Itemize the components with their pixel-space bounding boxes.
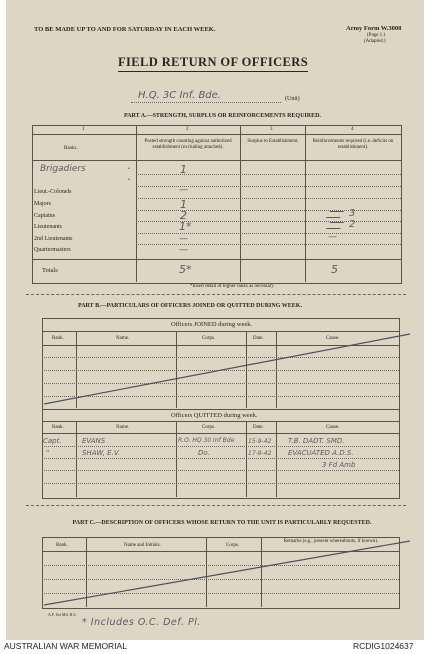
total-reinforcements: 5 — [331, 263, 338, 276]
col-number-2: 2 — [186, 127, 189, 132]
quitted-row1-rank: Capt. — [43, 437, 62, 445]
col-header-surplus: Surplus to Establishment. — [247, 139, 299, 144]
part-c-heading: PART C.—DESCRIPTION OF OFFICERS WHOSE RETURN TO THE UNIT IS PARTICULARLY REQUESTED. — [72, 520, 372, 526]
quitted-col-cause: Cause. — [326, 425, 340, 430]
part-c-col-remarks: Remarks (e.g., present whereabouts, if known). — [283, 539, 379, 544]
reinf-lieutenants: 2 — [349, 219, 356, 230]
print-code: A.F. Set Mil. B.S. — [48, 612, 77, 617]
quitted-row1-name: EVANS — [82, 437, 106, 445]
strength-brigadiers: 1 — [180, 163, 187, 176]
part-c-strike-line — [42, 535, 412, 610]
joined-col-cause: Cause. — [326, 336, 340, 341]
quitted-row2-rank: " — [46, 449, 50, 457]
rank-brigadiers: Brigadiers — [40, 164, 86, 174]
footer-archive-name: AUSTRALIAN WAR MEMORIAL — [4, 641, 127, 651]
joined-col-rank: Rank. — [52, 336, 64, 341]
quitted-row1-date: 15-9-42 — [248, 438, 272, 445]
unit-value: H.Q. 3C Inf. Bde. — [138, 90, 221, 101]
rank-lieutenants: Lieutenants — [34, 224, 62, 230]
joined-col-date: Date. — [253, 336, 264, 341]
rank-quartermasters: Quartermasters — [34, 247, 71, 253]
quitted-row2-corps: Do. — [198, 449, 210, 457]
quitted-col-date: Date. — [253, 425, 264, 430]
strength-2nd-lieutenants: — — [179, 234, 188, 244]
reinf-captains: 3 — [349, 208, 356, 219]
unit-dotted-line — [131, 102, 281, 103]
col-number-4: 4 — [351, 127, 354, 132]
quitted-row2-date: 17-9-42 — [248, 450, 272, 457]
quitted-row1-corps: R.O. HQ 30 Inf Bde — [178, 437, 235, 444]
joined-col-corps: Corps. — [202, 336, 216, 341]
joined-title: Officers JOINED during week. — [171, 321, 253, 328]
archive-footer — [0, 640, 430, 654]
quitted-row3-cause: 3 Fd Amb — [322, 461, 356, 469]
quitted-row2-cause: EVACUATED A.D.S. — [288, 449, 354, 457]
quitted-col-rank: Rank. — [52, 425, 64, 430]
part-a-heading: PART A.—STRENGTH, SURPLUS OR REINFORCEMENTS REQUIRED. — [124, 113, 321, 119]
part-a-footnote: *Insert detail of higher ranks as necessary — [190, 284, 274, 289]
footer-record-id: RCDIG1024637 — [353, 641, 414, 651]
strength-quartermasters: — — [179, 245, 188, 255]
quitted-row1-cause: T.B. DADT. SMD. — [288, 437, 345, 445]
strength-captains: 2 — [180, 209, 187, 222]
part-c-col-name: Name and Initials. — [124, 543, 161, 548]
form-sheet: TO BE MADE UP TO AND FOR SATURDAY IN EACH WEEK. Army Form W.3008 (Page 1.) (Adapted.) FIELD RETURN OF OFFICERS H.Q. 3C Inf. Bde. (Unit) PART A.—STRENGTH, SURPLUS OR REINFORCEMENTS REQUIRED. 1 2 3 4 Ranks. Posted strength counting against authorized establishment (excluding attached). Surplus to Establishment. Reinforcements required (i.e. deficits on establishment). Brigadiers • • Lieut.-Colonels Majors Captains Lieutenants 2nd Lieutenants Quartermasters 1 — 1 2 1* — — 3 2 — Totals 5* 5 *Insert detail of higher ranks as necessary PART B.—PARTICULARS OF OFFICERS JOINED OR QUITTED DURING WEEK. Officers JOINED during week. Rank. Name. Corps. Date. Cause. Officers QUITTED during week. Rank. Name. Corps. Date. Cause. Capt. EVANS R.O. HQ 30 Inf Bde 15-9-42 T.B. DADT. SMD. " SHAW, E.V. Do. 17-9-42 EVACUATED A.D.S. 3 Fd Amb PART C.—DESCRIPTION OF OFFICERS WHOSE RETURN TO THE UNIT IS PARTICULARLY REQUESTED. Rank. Name and Initials. Corps. Remarks (e.g., present whereabouts, if known). A.F. Set Mil. B.S. * Includes O.C. Def. Pl. — [6, 0, 424, 640]
col-number-3: 3 — [270, 127, 273, 132]
handwritten-note: * Includes O.C. Def. Pl. — [82, 617, 201, 628]
reinf-2nd-lieutenants: — — [328, 232, 337, 242]
form-number: Army Form W.3008 — [346, 25, 402, 32]
form-adapted: (Adapted.) — [364, 39, 386, 44]
totals-label: Totals — [42, 267, 58, 274]
strength-majors: 1 — [180, 198, 187, 211]
col-number-1: 1 — [82, 127, 85, 132]
rank-lieut-colonels: Lieut.-Colonels — [34, 189, 72, 195]
total-strength: 5* — [179, 263, 192, 276]
top-note: TO BE MADE UP TO AND FOR SATURDAY IN EACH WEEK. — [34, 26, 216, 33]
form-page: (Page 1.) — [367, 33, 386, 38]
page-title: FIELD RETURN OF OFFICERS — [118, 55, 308, 72]
unit-label: (Unit) — [285, 96, 300, 102]
strength-lieutenants: 1* — [179, 220, 192, 233]
col-header-ranks: Ranks. — [64, 146, 78, 151]
col-header-reinforcements: Reinforcements required (i.e. deficits on establishment). — [312, 139, 394, 150]
rank-2nd-lieutenants: 2nd Lieutenants — [34, 236, 73, 242]
rank-majors: Majors — [34, 201, 51, 207]
joined-col-name: Name. — [116, 336, 130, 341]
part-c-col-rank: Rank. — [56, 543, 68, 548]
quitted-col-name: Name. — [116, 425, 130, 430]
part-b-heading: PART B.—PARTICULARS OF OFFICERS JOINED OR QUITTED DURING WEEK. — [78, 303, 302, 309]
quitted-title: Officers QUITTED during week. — [171, 412, 258, 419]
joined-strike-line — [42, 330, 412, 410]
strength-lieut-colonels: — — [179, 185, 188, 195]
quitted-col-corps: Corps. — [202, 425, 216, 430]
quitted-row2-name: SHAW, E.V. — [82, 449, 121, 457]
rank-captains: Captains — [34, 213, 55, 219]
part-c-col-corps: Corps. — [226, 543, 240, 548]
col-header-strength: Posted strength counting against authorized establishment (excluding attached). — [144, 139, 232, 150]
